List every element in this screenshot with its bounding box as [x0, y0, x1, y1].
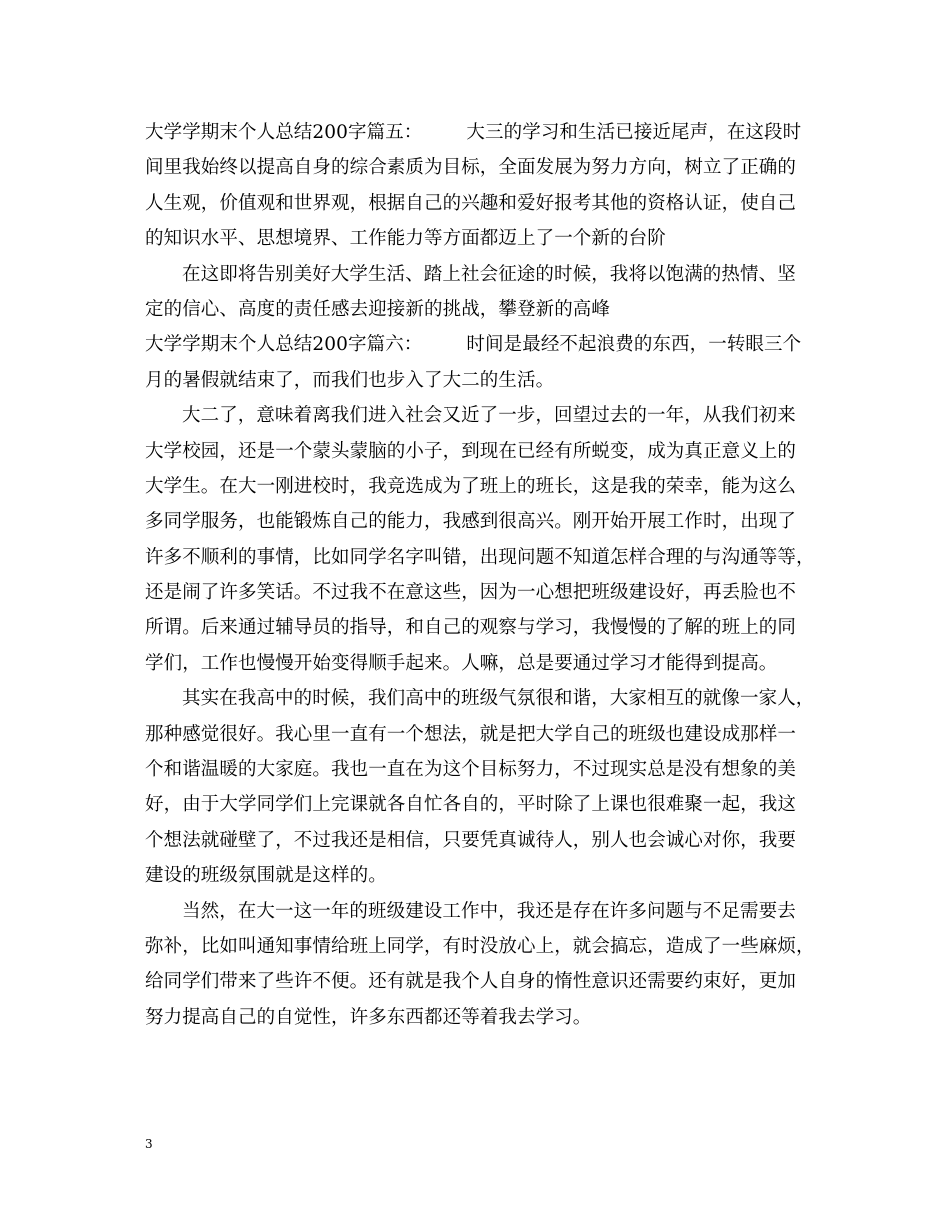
- text-line: 那种感觉很好。我心里一直有一个想法，就是把大学自己的班级也建设成那样一: [145, 723, 797, 745]
- text-line: 多同学服务，也能锻炼自己的能力，我感到很高兴。刚开始开展工作时，出现了: [145, 511, 797, 533]
- heading-text: 大学学期末个人总结200字篇六：: [145, 334, 423, 356]
- text-line: 大学生。在大一刚进校时，我竞选成为了班上的班长，这是我的荣幸，能为这么: [145, 475, 797, 497]
- text-line: 还是闹了许多笑话。不过我不在意这些，因为一心想把班级建设好，再丢脸也不: [145, 582, 797, 604]
- text-line: 个和谐温暖的大家庭。我也一直在为这个目标努力，不过现实总是没有想象的美: [145, 759, 797, 781]
- text-line: 大学校园，还是一个蒙头蒙脑的小子，到现在已经有所蜕变，成为真正意义上的: [145, 440, 797, 462]
- section-heading-6: [145, 327, 805, 362]
- paragraph-start: 大二了，意味着离我们进入社会又近了一步，回望过去的一年，从我们初来: [182, 405, 796, 427]
- text-line: 弥补，比如叫通知事情给班上同学，有时没放心上，就会搞忘，造成了一些麻烦，: [145, 935, 815, 957]
- text-line: 给同学们带来了些许不便。还有就是我个人自身的惰性意识还需要约束好，更加: [145, 971, 797, 993]
- text-line: 人生观，价值观和世界观，根据自己的兴趣和爱好报考其他的资格认证，使自己: [145, 192, 797, 214]
- text-line: 建设的班级氛围就是这样的。: [145, 865, 387, 887]
- text-line: 许多不顺利的事情，比如同学名字叫错，出现问题不知道怎样合理的与沟通等等，: [145, 546, 815, 568]
- text-line: 月的暑假就结束了，而我们也步入了大二的生活。: [145, 369, 555, 391]
- text-line: 的知识水平、思想境界、工作能力等方面都迈上了一个新的台阶: [145, 228, 666, 250]
- text-line: 所谓。后来通过辅导员的指导，和自己的观察与学习，我慢慢的了解的班上的同: [145, 617, 797, 639]
- text-line: 努力提高自己的自觉性，许多东西都还等着我去学习。: [145, 1006, 592, 1028]
- paragraph-start: 当然，在大一这一年的班级建设工作中，我还是存在许多问题与不足需要去: [182, 900, 796, 922]
- document-body: [145, 115, 815, 1035]
- text-line: 间里我始终以提高自身的综合素质为目标，全面发展为努力方向，树立了正确的: [145, 157, 797, 179]
- text-line: 好，由于大学同学们上完课就各自忙各自的，平时除了上课也很难聚一起，我这: [145, 794, 797, 816]
- page-number: 3: [145, 1137, 153, 1151]
- text-line: 个想法就碰壁了，不过我还是相信，只要凭真诚待人，别人也会诚心对你，我要: [145, 829, 797, 851]
- paragraph-start: 在这即将告别美好大学生活、踏上社会征途的时候，我将以饱满的热情、坚: [182, 263, 796, 285]
- section-heading-5: [145, 115, 805, 150]
- text-line: 学们，工作也慢慢开始变得顺手起来。人嘛，总是要通过学习才能得到提高。: [145, 652, 778, 674]
- paragraph-text: 时间是最经不起浪费的东西，一转眼三个: [466, 334, 802, 356]
- paragraph-start: 其实在我高中的时候，我们高中的班级气氛很和谐，大家相互的就像一家人，: [182, 688, 815, 710]
- text-line: 定的信心、高度的责任感去迎接新的挑战，攀登新的高峰: [145, 298, 611, 320]
- paragraph-text: 大三的学习和生活已接近尾声，在这段时: [466, 122, 802, 143]
- heading-text: 大学学期末个人总结200字篇五：: [145, 122, 423, 143]
